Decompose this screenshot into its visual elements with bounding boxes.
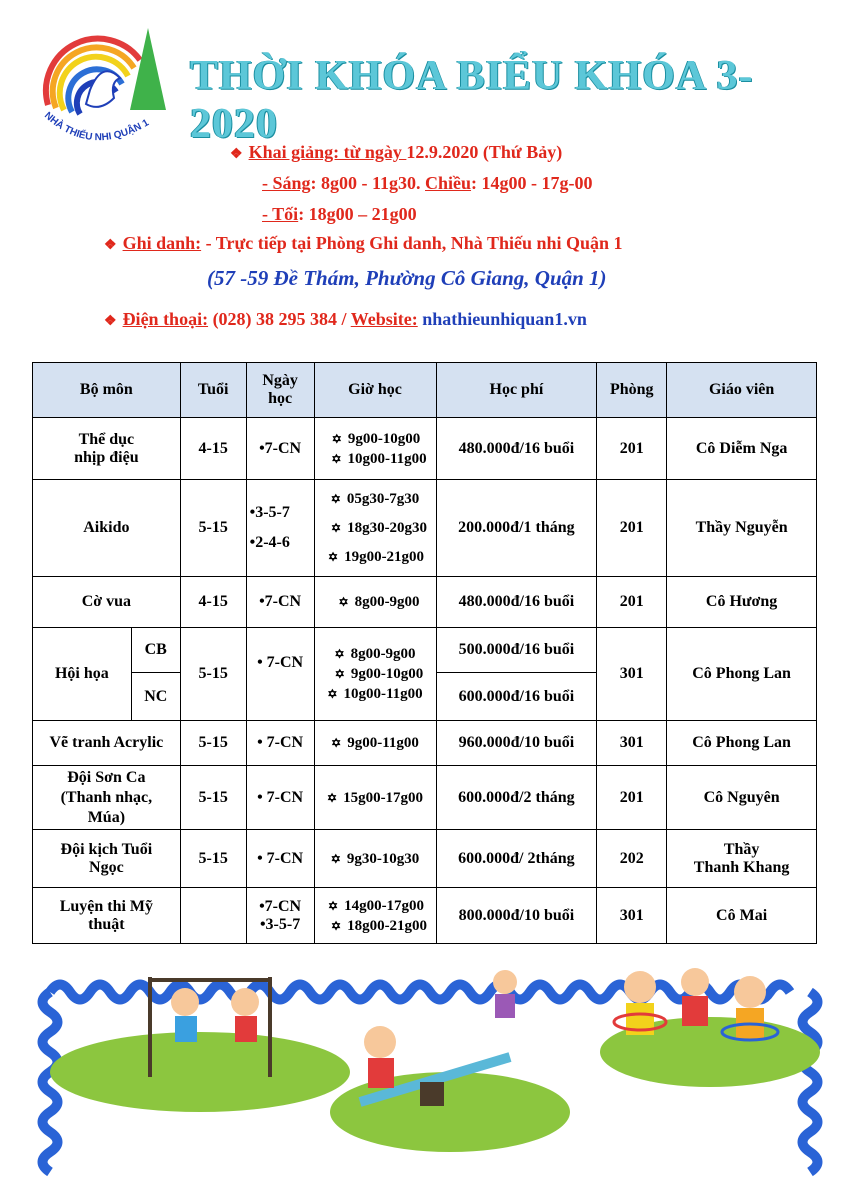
star-icon: ✡ (331, 431, 342, 446)
room-cell: 201 (597, 577, 667, 628)
session-times: - Sáng: 8g00 - 11g30. Chiều: 14g00 - 17g-00 (262, 173, 593, 193)
header-fee: Học phí (436, 363, 597, 418)
days-cell: •7-CN (246, 418, 314, 480)
header-room: Phòng (597, 363, 667, 418)
fee-cell: 480.000đ/16 buổi (436, 418, 597, 480)
fee-cell: 600.000đ/16 buổi (436, 673, 597, 721)
header-time: Giờ học (314, 363, 436, 418)
teacher-cell: Cô Mai (667, 888, 817, 944)
contact-line: ❖ Điện thoại: (028) 38 295 384 / Website: nhathieunhiquan1.vn (104, 309, 587, 329)
register-line: ❖ Ghi danh: - Trực tiếp tại Phòng Ghi danh, Nhà Thiếu nhi Quận 1 (104, 233, 623, 253)
subject-cell: Hội họa (33, 628, 132, 721)
teacher-cell: Cô Phong Lan (667, 721, 817, 766)
star-icon: ✡ (330, 851, 341, 866)
fee-cell: 600.000đ/2 tháng (436, 766, 597, 830)
age-cell: 4-15 (180, 577, 246, 628)
room-cell: 202 (597, 830, 667, 888)
time-cell: ✡ 9g30-10g30 (314, 830, 436, 888)
room-cell: 301 (597, 888, 667, 944)
subject-cell: Đội Sơn Ca (Thanh nhạc, Múa) (33, 766, 181, 830)
header-age: Tuổi (180, 363, 246, 418)
age-cell (180, 888, 246, 944)
days-cell: • 7-CN (246, 721, 314, 766)
subject-cell: Đội kịch Tuổi Ngọc (33, 830, 181, 888)
website-link[interactable]: nhathieunhiquan1.vn (417, 309, 587, 329)
room-cell: 301 (597, 721, 667, 766)
days-cell: • 7-CN (246, 628, 314, 721)
time-cell: ✡ 15g00-17g00 (314, 766, 436, 830)
star-icon: ✡ (338, 595, 349, 609)
logo (30, 20, 170, 160)
star-icon: ✡ (330, 491, 341, 506)
teacher-cell: Cô Nguyên (667, 766, 817, 830)
star-icon: ✡ (334, 647, 345, 661)
star-icon: ✡ (334, 667, 345, 681)
fee-cell: 600.000đ/ 2tháng (436, 830, 597, 888)
fee-cell: 480.000đ/16 buổi (436, 577, 597, 628)
schedule-table (32, 362, 817, 944)
subject-cell: Luyện thi Mỹ thuật (33, 888, 181, 944)
diamond-bullet-icon: ❖ (104, 314, 117, 329)
table-row (33, 628, 817, 673)
fee-cell: 800.000đ/10 buổi (436, 888, 597, 944)
subject-cell: Aikido (33, 480, 181, 577)
star-icon: ✡ (331, 918, 342, 933)
table-row (33, 721, 817, 766)
days-cell: •3-5-7 •2-4-6 (246, 480, 314, 577)
diamond-bullet-icon: ❖ (230, 147, 243, 162)
star-icon: ✡ (331, 736, 342, 750)
evening-time: - Tối: 18g00 – 21g00 (262, 204, 417, 224)
age-cell: 5-15 (180, 830, 246, 888)
time-cell: ✡ 9g00-10g00 ✡ 10g00-11g00 (314, 418, 436, 480)
fee-cell: 500.000đ/16 buổi (436, 628, 597, 673)
teacher-cell: Cô Diễm Nga (667, 418, 817, 480)
age-cell: 5-15 (180, 628, 246, 721)
days-cell: • 7-CN (246, 830, 314, 888)
star-icon: ✡ (327, 790, 338, 805)
star-icon: ✡ (331, 520, 342, 535)
age-cell: 5-15 (180, 480, 246, 577)
room-cell: 201 (597, 418, 667, 480)
page-title: THỜI KHÓA BIỂU KHÓA 3-2020 (190, 53, 754, 147)
table-header-row (33, 363, 817, 418)
opening-line: ❖ Khai giảng: từ ngày 12.9.2020 (Thứ Bảy) (230, 142, 563, 162)
days-cell: • 7-CN (246, 766, 314, 830)
star-icon: ✡ (327, 687, 338, 701)
room-cell: 301 (597, 628, 667, 721)
logo-text: NHÀ THIẾU NHI QUẬN 1 (42, 110, 151, 144)
age-cell: 5-15 (180, 721, 246, 766)
teacher-cell: Cô Hương (667, 577, 817, 628)
room-cell: 201 (597, 480, 667, 577)
star-icon: ✡ (328, 549, 339, 564)
table-row (33, 418, 817, 480)
room-cell: 201 (597, 766, 667, 830)
fee-cell: 200.000đ/1 tháng (436, 480, 597, 577)
star-icon: ✡ (328, 898, 339, 913)
teacher-cell: Thầy Thanh Khang (667, 830, 817, 888)
subject-cell: Thể dục nhịp điệu (33, 418, 181, 480)
subject-cell: Vẽ tranh Acrylic (33, 721, 181, 766)
address: (57 -59 Đề Thám, Phường Cô Giang, Quận 1) (207, 266, 607, 290)
star-icon: ✡ (331, 451, 342, 466)
table-row (33, 888, 817, 944)
header-subject: Bộ môn (33, 363, 181, 418)
time-cell: ✡ 8g00-9g00 (314, 577, 436, 628)
time-cell: ✡ 14g00-17g00 ✡ 18g00-21g00 (314, 888, 436, 944)
table-row (33, 480, 817, 577)
age-cell: 5-15 (180, 766, 246, 830)
table-row (33, 766, 817, 830)
time-cell: ✡ 8g00-9g00 ✡ 9g00-10g00 ✡ 10g00-11g00 (314, 628, 436, 721)
days-cell: •7-CN •3-5-7 (246, 888, 314, 944)
level-cell: CB (131, 628, 180, 673)
teacher-cell: Thầy Nguyễn (667, 480, 817, 577)
teacher-cell: Cô Phong Lan (667, 628, 817, 721)
time-cell: ✡ 05g30-7g30 ✡ 18g30-20g30 ✡ 19g00-21g00 (314, 480, 436, 577)
subject-cell: Cờ vua (33, 577, 181, 628)
table-row (33, 577, 817, 628)
header-teacher: Giáo viên (667, 363, 817, 418)
age-cell: 4-15 (180, 418, 246, 480)
svg-text:NHÀ THIẾU NHI QUẬN 1 (42, 110, 151, 143)
time-cell: ✡ 9g00-11g00 (314, 721, 436, 766)
table-row (33, 830, 817, 888)
fee-cell: 960.000đ/10 buổi (436, 721, 597, 766)
playground-illustration (30, 962, 830, 1192)
header-days: Ngày học (246, 363, 314, 418)
days-cell: •7-CN (246, 577, 314, 628)
diamond-bullet-icon: ❖ (104, 238, 117, 253)
level-cell: NC (131, 673, 180, 721)
